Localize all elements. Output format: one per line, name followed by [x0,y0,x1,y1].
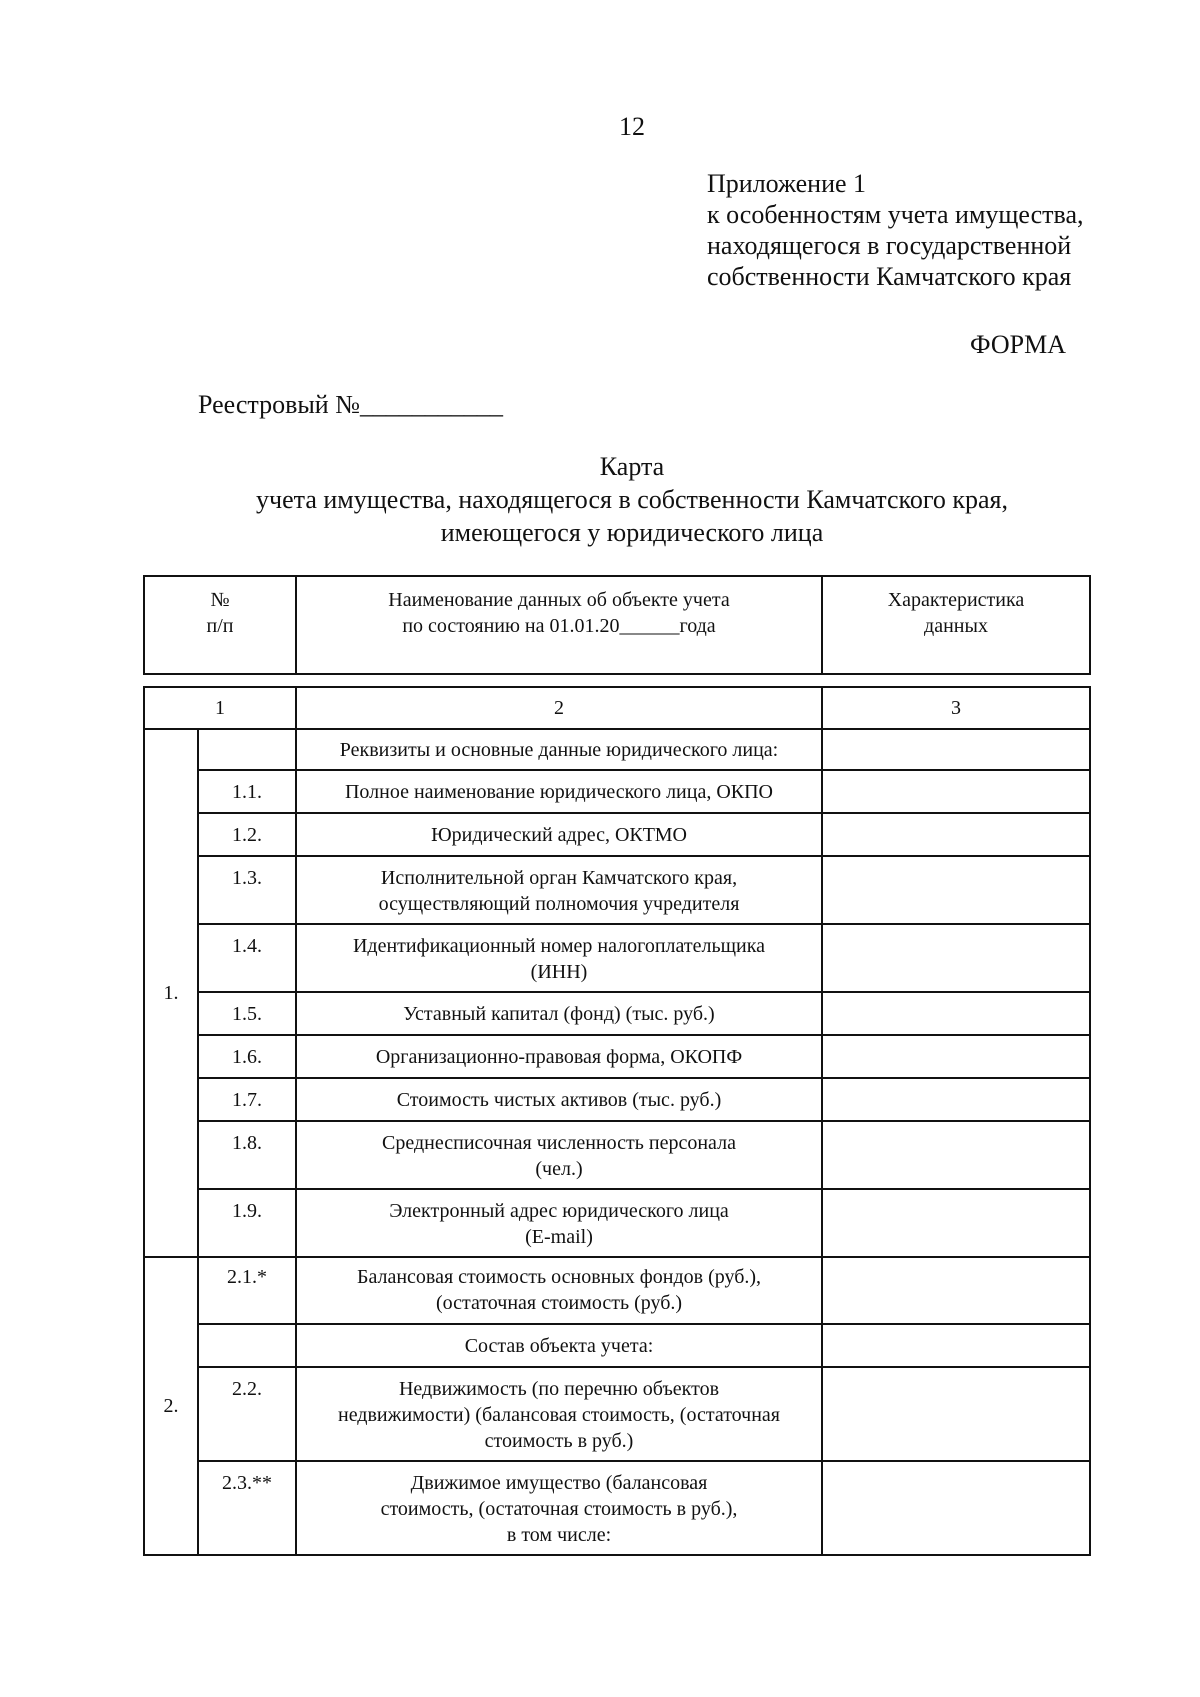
row-number-cell: 1.6. [198,1035,296,1078]
row-value-cell [822,1189,1090,1257]
row-number-cell: 2.2. [198,1367,296,1461]
column-number-row [144,687,1090,729]
row-text: Недвижимость (по перечню объектов [398,1378,720,1400]
table-row [144,813,1090,856]
appendix-note [707,168,1083,292]
row-text: Реквизиты и основные данные юридического лица: [339,739,779,761]
row-text: Организационно-правовая форма, ОКОПФ [375,1046,743,1068]
header-number-cell [144,576,296,674]
header-characteristic-cell [822,576,1090,674]
table-row [144,1461,1090,1555]
header-text: Характеристика [887,589,1025,611]
row-name-cell [296,924,822,992]
table-row [144,1078,1090,1121]
registry-label: Реестровый № [198,390,361,419]
row-number-cell: 1.7. [198,1078,296,1121]
row-name-cell [296,1189,822,1257]
row-text: (остаточная стоимость (руб.) [435,1292,683,1314]
row-value-cell [822,1035,1090,1078]
row-name-cell [296,1461,822,1555]
row-text: Балансовая стоимость основных фондов (руб.), [356,1266,762,1288]
row-text: Исполнительной орган Камчатского края, [380,867,738,889]
row-name-cell [296,1121,822,1189]
row-text: Состав объекта учета: [464,1335,654,1357]
header-text: данных [924,615,988,637]
row-number-cell: 2.3.** [198,1461,296,1555]
row-value-cell [822,924,1090,992]
row-text: стоимость в руб.) [484,1430,634,1452]
table-row [144,856,1090,924]
row-text: Идентификационный номер налогоплательщика [352,935,765,957]
row-number-cell: 1.8. [198,1121,296,1189]
row-value-cell [822,1078,1090,1121]
header-text: № [210,589,230,611]
header-name-cell [296,576,822,674]
row-number-cell: 1.3. [198,856,296,924]
table-row [144,1035,1090,1078]
row-text: Уставный капитал (фонд) (тыс. руб.) [403,1003,715,1025]
row-text: (E-mail) [525,1226,593,1248]
table-row [144,924,1090,992]
title-line: учета имущества, находящегося в собственности Камчатского края, [256,485,1008,514]
row-value-cell [822,729,1090,770]
row-value-cell [822,1461,1090,1555]
row-value-cell [822,856,1090,924]
row-name-cell [296,856,822,924]
row-value-cell [822,992,1090,1035]
row-value-cell [822,1324,1090,1367]
section-number-cell: 1. [144,729,198,1257]
row-number-cell [198,1324,296,1367]
row-name-cell [296,729,822,770]
title-line: Карта [599,452,665,481]
row-text: Среднесписочная численность персонала [382,1132,736,1154]
row-name-cell [296,1035,822,1078]
row-number-cell: 2.1.* [198,1257,296,1324]
header-text: по состоянию на 01.01.20______года [402,615,716,637]
appendix-line: собственности Камчатского края [707,262,1072,291]
table-row [144,1324,1090,1367]
accounting-table [143,686,1091,1556]
table-row [144,729,1090,770]
page-number: 12 [619,112,645,141]
row-name-cell [296,770,822,813]
row-text: (чел.) [535,1158,583,1180]
column-number-cell: 1 [144,687,296,729]
row-name-cell [296,1367,822,1461]
row-text: осуществляющий полномочия учредителя [378,893,740,915]
row-text: Полное наименование юридического лица, ОКПО [344,781,774,803]
column-number-cell: 2 [296,687,822,729]
row-name-cell [296,813,822,856]
row-text: недвижимости) (балансовая стоимость, (остаточная [337,1404,780,1426]
row-value-cell [822,1367,1090,1461]
row-number-cell: 1.1. [198,770,296,813]
row-name-cell [296,1324,822,1367]
row-text: Движимое имущество (балансовая [410,1472,708,1494]
table-row [144,770,1090,813]
row-number-cell: 1.2. [198,813,296,856]
row-name-cell [296,1257,822,1324]
table-row [144,1257,1090,1324]
appendix-line: к особенностям учета имущества, [707,200,1084,229]
registry-number [198,390,503,420]
table-row [144,992,1090,1035]
row-name-cell [296,992,822,1035]
row-text: (ИНН) [530,961,588,983]
row-text: стоимость, (остаточная стоимость в руб.), [380,1498,738,1520]
section-number-cell: 2. [144,1257,198,1555]
registry-blank: ___________ [360,390,504,419]
row-text: Стоимость чистых активов (тыс. руб.) [396,1089,722,1111]
form-label: ФОРМА [970,330,1066,359]
appendix-line: Приложение 1 [707,169,867,198]
header-table [143,575,1091,675]
row-number-cell [198,729,296,770]
row-text: Электронный адрес юридического лица [389,1200,729,1222]
header-text: Наименование данных об объекте учета [388,589,730,611]
row-text: в том числе: [506,1524,612,1546]
table-row [144,1121,1090,1189]
header-text: п/п [206,615,234,637]
row-value-cell [822,813,1090,856]
row-name-cell [296,1078,822,1121]
title-line: имеющегося у юридического лица [440,518,824,547]
row-number-cell: 1.4. [198,924,296,992]
row-number-cell: 1.5. [198,992,296,1035]
table-row [144,1189,1090,1257]
document-title [0,450,1200,549]
header-row [144,576,1090,674]
table-row [144,1367,1090,1461]
row-number-cell: 1.9. [198,1189,296,1257]
column-number-cell: 3 [822,687,1090,729]
appendix-line: находящегося в государственной [707,231,1072,260]
row-value-cell [822,1257,1090,1324]
row-text: Юридический адрес, ОКТМО [431,824,687,846]
row-value-cell [822,770,1090,813]
row-value-cell [822,1121,1090,1189]
